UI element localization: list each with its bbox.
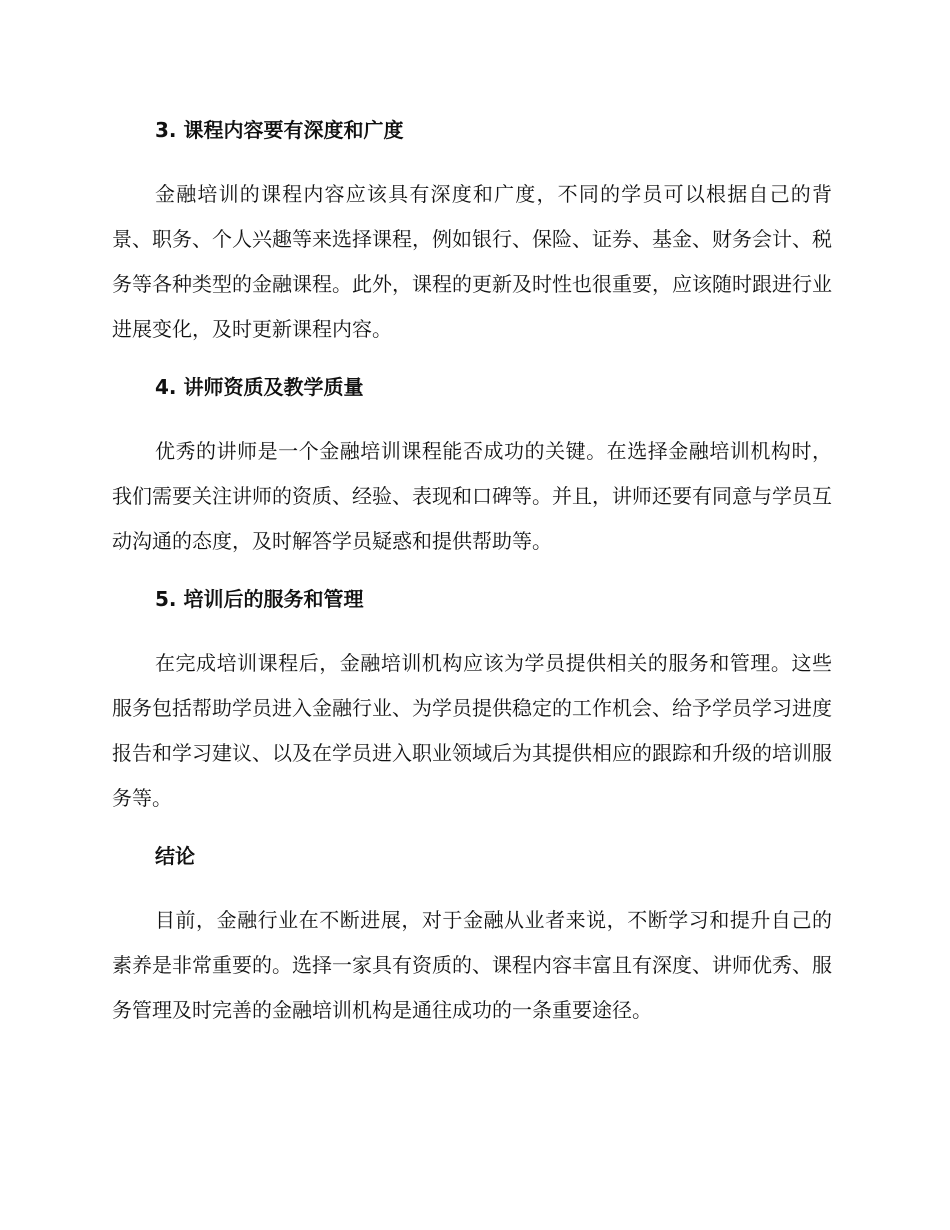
document-content bbox=[112, 110, 832, 1048]
section-paragraph-instructor-quality: 优秀的讲师是一个金融培训课程能否成功的关键。在选择金融培训机构时，我们需要关注讲师的资质、经验、表现和口碑等。并且，讲师还要有同意与学员互动沟通的态度，及时解答学员疑惑和提供帮助等。 bbox=[112, 439, 832, 553]
section-paragraph-course-content: 金融培训的课程内容应该具有深度和广度，不同的学员可以根据自己的背景、职务、个人兴趣等来选择课程，例如银行、保险、证券、基金、财务会计、税务等各种类型的金融课程。此外，课程的更新及时性也很重要，应该随时跟进行业进展变化，及时更新课程内容。 bbox=[112, 182, 832, 341]
section-heading-conclusion: 结论 bbox=[155, 844, 195, 868]
section-paragraph-post-training-service: 在完成培训课程后，金融培训机构应该为学员提供相关的服务和管理。这些服务包括帮助学员进入金融行业、为学员提供稳定的工作机会、给予学员学习进度报告和学习建议、以及在学员进入职业领域后为其提供相应的跟踪和升级的培训服务等。 bbox=[112, 651, 832, 810]
section-heading-course-content: 3. 课程内容要有深度和广度 bbox=[155, 118, 404, 142]
section-heading-instructor-quality: 4. 讲师资质及教学质量 bbox=[155, 375, 364, 399]
section-heading-post-training-service: 5. 培训后的服务和管理 bbox=[155, 587, 364, 611]
section-paragraph-conclusion: 目前，金融行业在不断进展，对于金融从业者来说，不断学习和提升自己的素养是非常重要的。选择一家具有资质的、课程内容丰富且有深度、讲师优秀、服务管理及时完善的金融培训机构是通往成功的一条重要途径。 bbox=[112, 908, 832, 1022]
